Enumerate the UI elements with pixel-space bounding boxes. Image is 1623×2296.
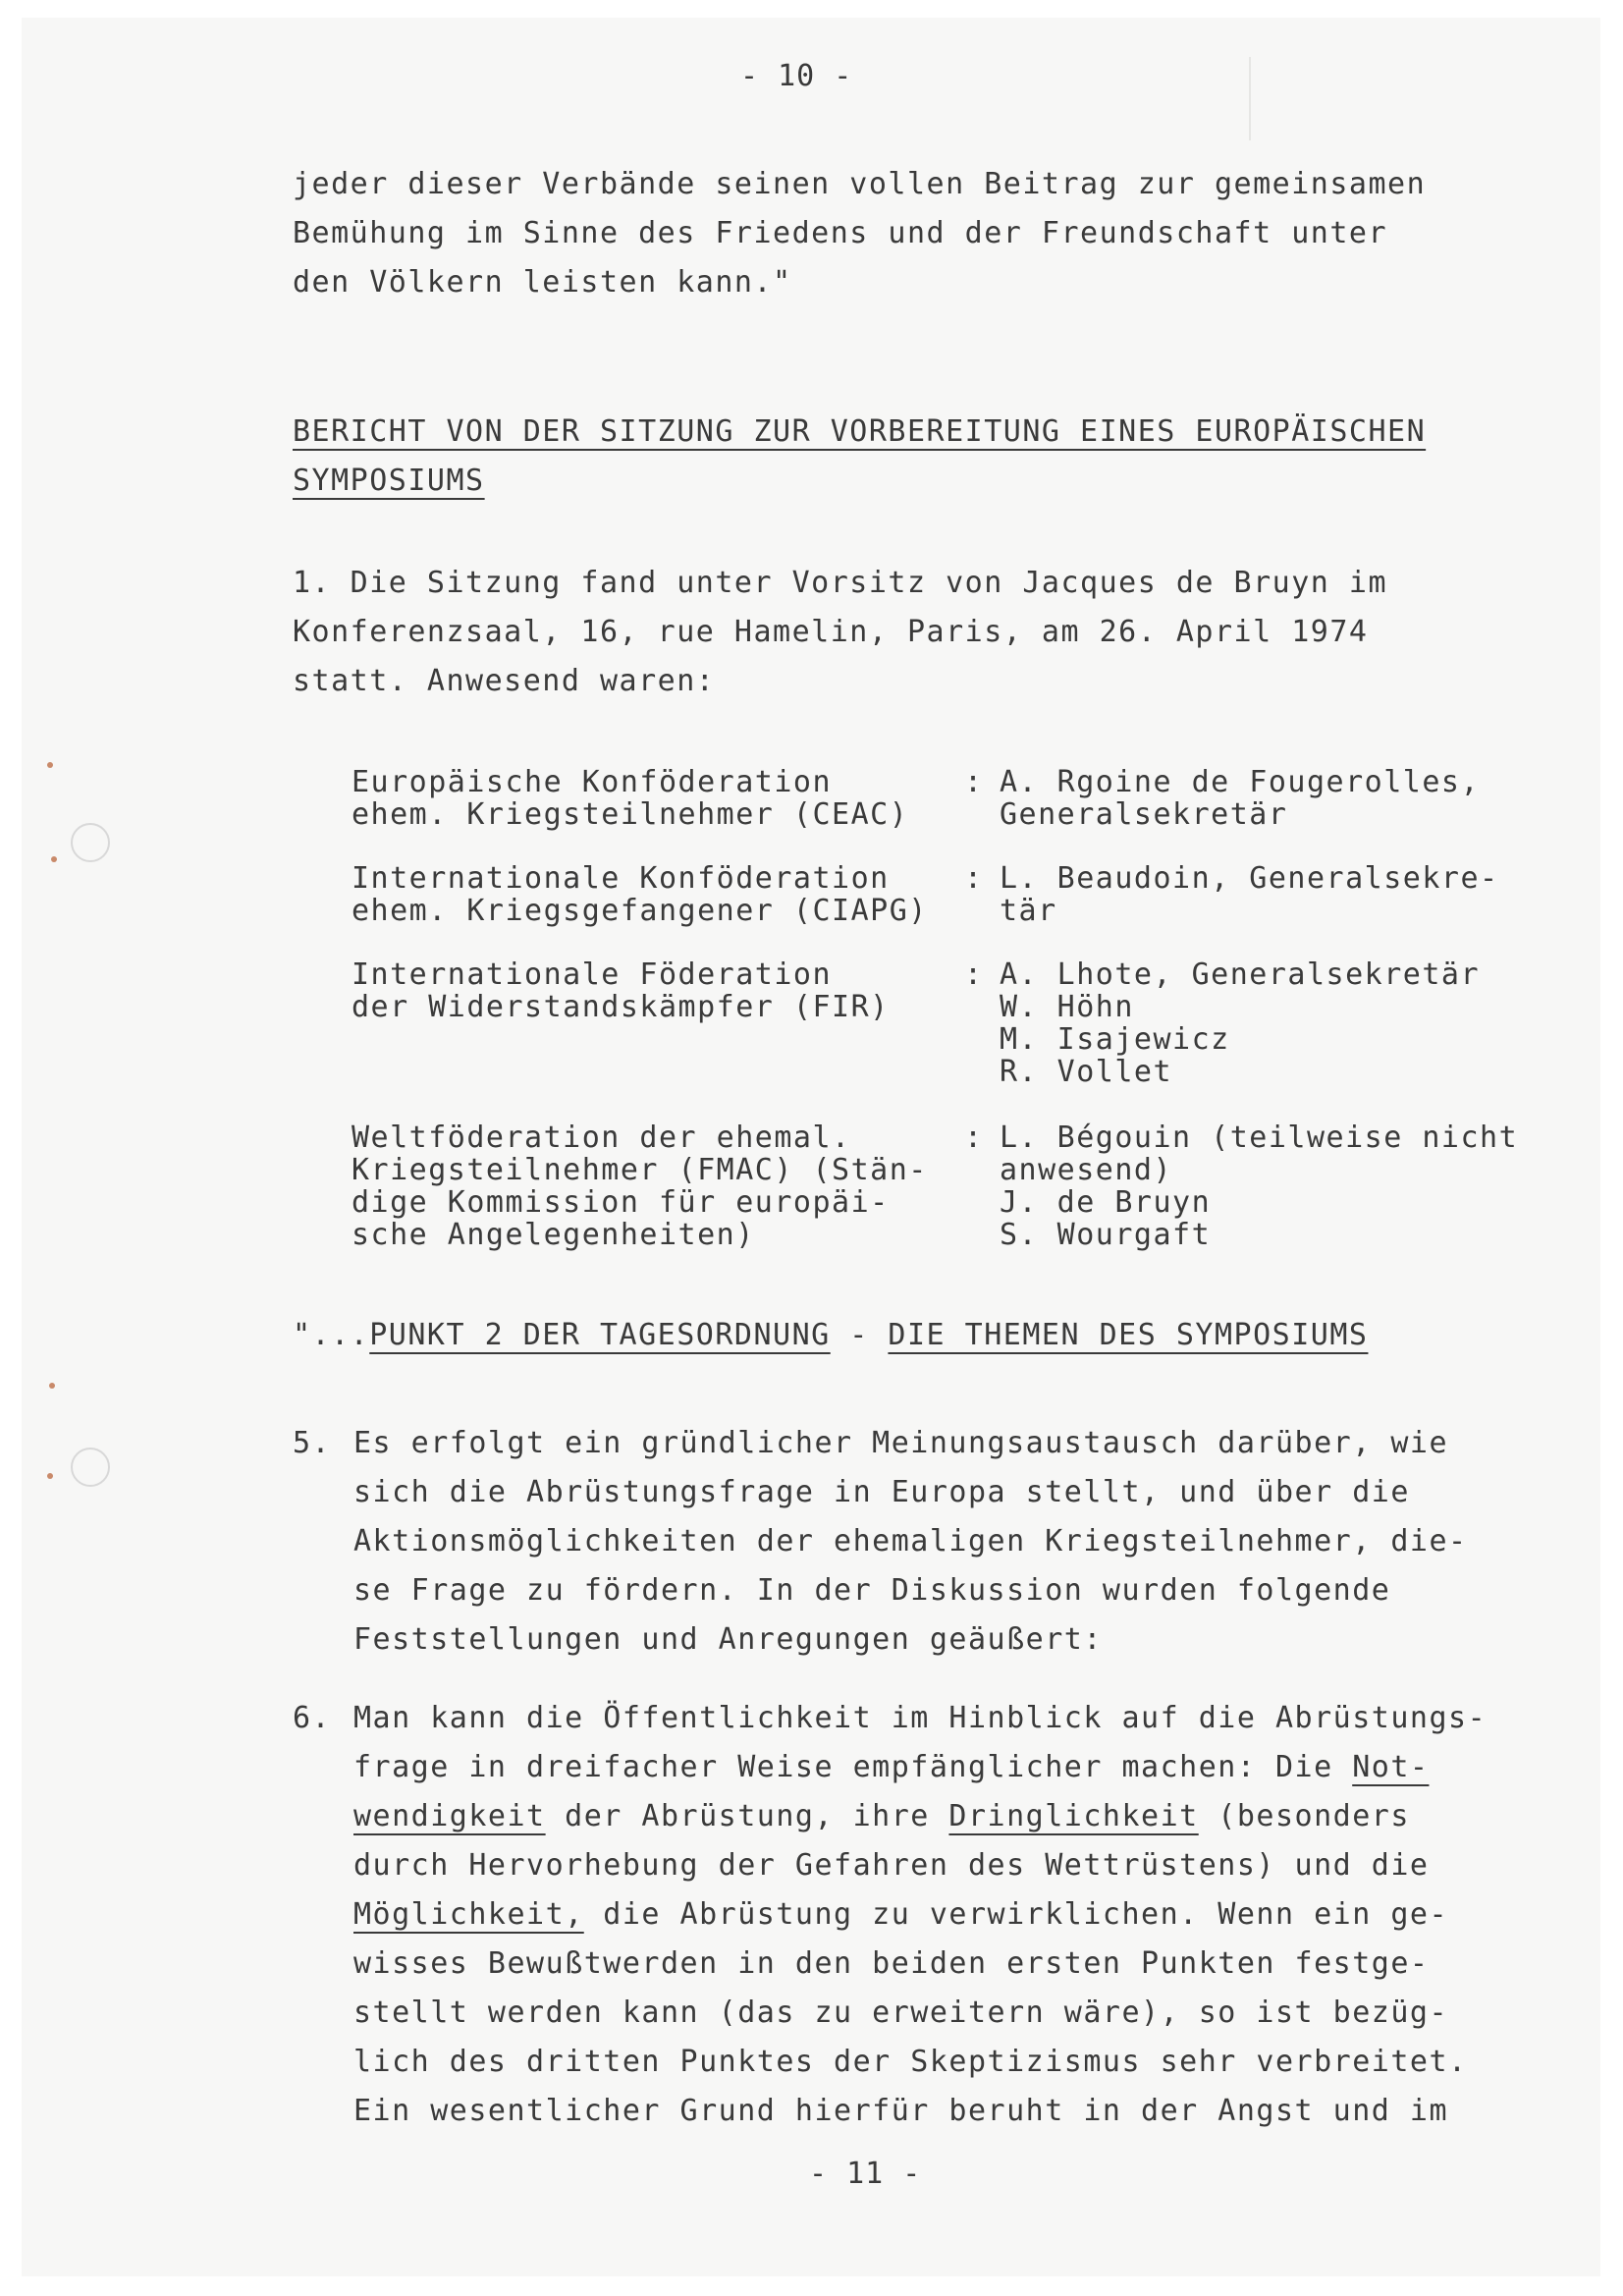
- paragraph-line: wisses Bewußtwerden in den beiden ersten Punkten festge-: [353, 1946, 1430, 1981]
- punch-hole: [71, 1448, 110, 1487]
- margin-mark: [47, 1473, 53, 1479]
- organization-line: Internationale Konföderation: [352, 861, 890, 896]
- organization-line: Internationale Föderation: [352, 957, 833, 992]
- paragraph-line: Aktionsmöglichkeiten der ehemaligen Kriegsteilnehmer, die-: [353, 1524, 1468, 1558]
- attendee-line: R. Vollet: [1000, 1055, 1173, 1089]
- paragraph-line: Man kann die Öffentlichkeit im Hinblick auf die Abrüstungs-: [353, 1701, 1488, 1735]
- attendee-line: Generalsekretär: [1000, 797, 1288, 832]
- heading-quote-prefix: "...: [293, 1318, 370, 1352]
- attendee-line: A. Rgoine de Fougerolles,: [1000, 765, 1481, 799]
- text-run: der Abrüstung, ihre: [545, 1799, 949, 1833]
- attendee-line: L. Beaudoin, Generalsekre-: [1000, 861, 1499, 896]
- paragraph-line: stellt werden kann (das zu erweitern wäre), so ist bezüg-: [353, 1995, 1449, 2030]
- paragraph-number: 5.: [293, 1426, 332, 1460]
- attendee-line: A. Lhote, Generalsekretär: [1000, 957, 1481, 992]
- organization-line: Europäische Konföderation: [352, 765, 833, 799]
- page-number-bottom: - 11 -: [809, 2157, 922, 2191]
- attendee-line: W. Höhn: [1000, 990, 1134, 1024]
- underlined-term: Dringlichkeit: [948, 1799, 1199, 1833]
- text-run: die Abrüstung zu verwirklichen. Wenn ein ge-: [583, 1897, 1449, 1932]
- margin-mark: [49, 1383, 55, 1389]
- paragraph-line: lich des dritten Punktes der Skeptizismus sehr verbreitet.: [353, 2045, 1468, 2079]
- organization-line: Weltföderation der ehemal.: [352, 1121, 851, 1155]
- paragraph-number: 6.: [293, 1701, 332, 1735]
- attendee-line: J. de Bruyn: [1000, 1185, 1212, 1220]
- underlined-term: Not-: [1352, 1750, 1430, 1784]
- intro-line: den Völkern leisten kann.": [293, 265, 792, 300]
- paragraph-line: Ein wesentlicher Grund hierfür beruht in der Angst und im: [353, 2094, 1449, 2128]
- table-separator: :: [964, 861, 984, 896]
- table-separator: :: [964, 957, 984, 992]
- page-number-top: - 10 -: [740, 59, 853, 93]
- organization-line: Kriegsteilnehmer (FMAC) (Stän-: [352, 1153, 928, 1187]
- attendee-line: anwesend): [1000, 1153, 1173, 1187]
- intro-line: Bemühung im Sinne des Friedens und der Freundschaft unter: [293, 216, 1388, 250]
- organization-line: sche Angelegenheiten): [352, 1218, 755, 1252]
- paragraph-line: statt. Anwesend waren:: [293, 664, 716, 698]
- paragraph-line: Konferenzsaal, 16, rue Hamelin, Paris, am 26. April 1974: [293, 615, 1369, 649]
- paragraph-line: [353, 1897, 1448, 1933]
- underlined-term: Möglichkeit,: [353, 1897, 584, 1932]
- heading-agenda-item: PUNKT 2 DER TAGESORDNUNG: [369, 1318, 831, 1352]
- margin-mark: [47, 762, 53, 768]
- heading-separator: -: [830, 1318, 889, 1352]
- section-heading: SYMPOSIUMS: [293, 464, 485, 498]
- paragraph-line: Feststellungen und Anregungen geäußert:: [353, 1622, 1103, 1657]
- margin-mark: [51, 856, 57, 862]
- intro-line: jeder dieser Verbände seinen vollen Beitrag zur gemeinsamen: [293, 167, 1427, 201]
- attendee-line: S. Wourgaft: [1000, 1218, 1212, 1252]
- paragraph-line: Es erfolgt ein gründlicher Meinungsaustausch darüber, wie: [353, 1426, 1449, 1460]
- table-separator: :: [964, 1121, 984, 1155]
- paragraph-line: durch Hervorhebung der Gefahren des Wettrüstens) und die: [353, 1848, 1430, 1883]
- paragraph-line: se Frage zu fördern. In der Diskussion wurden folgende: [353, 1573, 1391, 1608]
- organization-line: dige Kommission für europäi-: [352, 1185, 890, 1220]
- organization-line: ehem. Kriegsteilnehmer (CEAC): [352, 797, 909, 832]
- paragraph-line: [353, 1799, 1410, 1834]
- paragraph-line: sich die Abrüstungsfrage in Europa stellt, und über die: [353, 1475, 1410, 1509]
- text-run: frage in dreifacher Weise empfänglicher machen: Die: [353, 1750, 1353, 1784]
- attendee-line: M. Isajewicz: [1000, 1022, 1230, 1057]
- section-heading: [293, 1318, 1368, 1353]
- organization-line: ehem. Kriegsgefangener (CIAPG): [352, 894, 928, 928]
- attendee-line: tär: [1000, 894, 1057, 928]
- bleed-through-mark: [1249, 57, 1251, 140]
- attendee-line: L. Bégouin (teilweise nicht: [1000, 1121, 1519, 1155]
- text-run: (besonders: [1198, 1799, 1410, 1833]
- heading-topic: DIE THEMEN DES SYMPOSIUMS: [888, 1318, 1369, 1352]
- paragraph-line: [353, 1750, 1429, 1785]
- table-separator: :: [964, 765, 984, 799]
- punch-hole: [71, 823, 110, 862]
- organization-line: der Widerstandskämpfer (FIR): [352, 990, 890, 1024]
- underlined-term: wendigkeit: [353, 1799, 546, 1833]
- paragraph-line: 1. Die Sitzung fand unter Vorsitz von Jacques de Bruyn im: [293, 566, 1388, 600]
- section-heading: BERICHT VON DER SITZUNG ZUR VORBEREITUNG EINES EUROPÄISCHEN: [293, 414, 1427, 449]
